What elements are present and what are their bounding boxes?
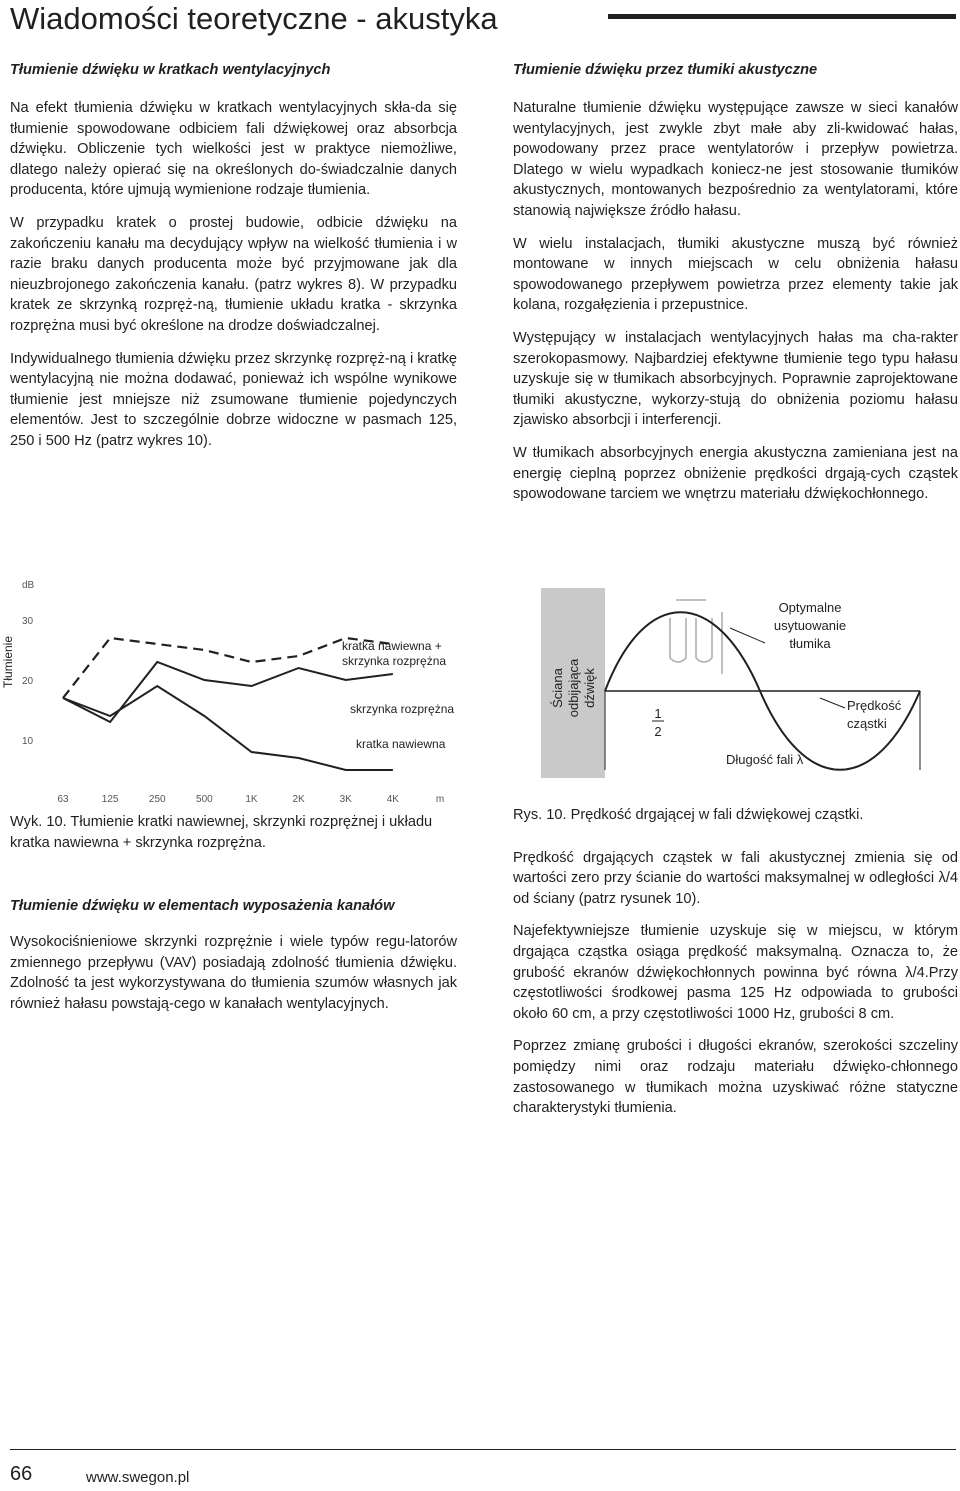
series-label: skrzynka rozprężna [350, 702, 455, 716]
paragraph: W wielu instalacjach, tłumiki akustyczne muszą być również montowane w innych miejscach w celu obniżenia hałasu spowodowanego przepływem powietrza przez elementy takie jak kolana, rozgałęzienia i przepustnice. [513, 235, 958, 314]
section-silencers [513, 60, 958, 517]
x-tick-label: m [435, 794, 445, 805]
paragraph: Najefektywniejsze tłumienie uzyskuje się w miejscu, w którym drgająca cząstka osiąga prędkość maksymalną. Oznacza to, że grubość ekranów dźwiękochłonnych powinna być równa λ/4.Przy częstotliwości środkowej pasma 125 Hz odpowiada to grubości około 60 cm, a przy częstotliwości 1000 Hz, grubości 8 cm. [513, 923, 958, 1022]
paragraph: Prędkość drgających cząstek w fali akustycznej zmienia się od wartości zero przy ścianie do wartości maksymalnej w odległości λ/4 od ściany (patrz rysunek 10). [513, 849, 958, 907]
paragraph: Naturalne tłumienie dźwięku występujące zawsze w sieci kanałów wentylacyjnych, jest zwykle zbyt małe aby zli-kwidować hałas, powodowany przez prace wentylatorów i przepływ powietrza. Dlatego w wielu wypadkach koniecz-ne jest stosowanie tłumików akustycznych, montowanych bezpośrednio za wentylatorami, które stanowią największe źródło hałasu. [513, 100, 958, 219]
y-axis-unit: dB [22, 580, 35, 591]
silencer-screens [670, 600, 722, 674]
x-tick-label: 125 [101, 794, 119, 805]
section-heading: Tłumienie dźwięku w kratkach wentylacyjnych [10, 62, 331, 78]
y-tick-label: 20 [22, 676, 34, 687]
website-url: www.swegon.pl [86, 1469, 190, 1486]
x-tick-label: 250 [148, 794, 166, 805]
section-heading: Tłumienie dźwięku w elementach wyposażenia kanałów [10, 898, 395, 914]
section-duct-equipment [10, 932, 457, 1026]
wavelength-label: Długość fali λ [726, 752, 804, 767]
series-label: kratka nawiewna [356, 737, 446, 751]
x-tick-label: 63 [57, 794, 69, 805]
series-line [63, 662, 393, 722]
half-numerator: 1 [654, 706, 662, 721]
x-tick-label: 3K [339, 794, 352, 805]
y-tick-label: 10 [22, 736, 34, 747]
x-tick-label: 4K [386, 794, 399, 805]
series-line [63, 686, 393, 770]
section-grille-attenuation [10, 60, 457, 464]
attenuation-chart [0, 570, 500, 810]
optimal-label-line3: tłumika [789, 636, 831, 651]
x-tick-label: 1K [245, 794, 258, 805]
particle-velocity-figure [510, 588, 960, 780]
velocity-label-line2: cząstki [847, 716, 887, 731]
chart-caption-block [10, 812, 457, 853]
velocity-arrow [820, 698, 845, 708]
optimal-label-line2: usytuowanie [773, 618, 847, 633]
series-label: skrzynka rozprężna [342, 654, 447, 668]
title-rule [608, 14, 956, 19]
chart-caption: Wyk. 10. Tłumienie kratki nawiewnej, skrzynki rozprężnej i układu kratka nawiewna + skrzynka rozprężna. [10, 814, 433, 851]
x-tick-label: 2K [292, 794, 305, 805]
figure-caption: Rys. 10. Prędkość drgającej w fali dźwiękowej cząstki. [513, 807, 864, 823]
y-axis-label: Tłumienie [1, 635, 15, 689]
section-heading: Tłumienie dźwięku przez tłumiki akustyczne [513, 62, 818, 78]
paragraph: W tłumikach absorbcyjnych energia akustyczna zamieniana jest na energię cieplną poprzez obniżenie prędkości drgają-cych cząstek spowodowane tarciem we wnętrzu materiału dźwiękochłonnego. [513, 444, 958, 503]
paragraph: Wysokociśnieniowe skrzynki rozprężnie i wiele typów regu-latorów zmiennego przepływu (VAV) posiadają zdolność tłumienia dźwięku. Zdolność ta jest wykorzystywana do tłumienia szumów własnych jak również hałasu powstają-cego w kanałach wentylacyjnych. [10, 934, 457, 1012]
series-label: kratka nawiewna + [342, 639, 442, 653]
wall-label-line1: Ściana [550, 668, 565, 708]
y-tick-label: 30 [22, 616, 34, 627]
paragraph: Poprzez zmianę grubości i długości ekranów, szerokości szczeliny pomiędzy nimi oraz rodzaju materiału dźwięko-chłonnego zastosowanego w tłumikach można uzyskiwać różne statyczne charakterystyki tłumienia. [513, 1038, 958, 1117]
page-number: 66 [10, 1463, 33, 1485]
section-particle-velocity [513, 805, 958, 1131]
section-duct-equipment-heading [10, 896, 457, 916]
half-denominator: 2 [654, 724, 662, 739]
paragraph: Indywidualnego tłumienia dźwięku przez skrzynkę rozpręż-ną i kratkę wentylacyjną nie można dodawać, ponieważ ich wspólne wynikowe tłumienie jest mniejsze niż zsumowane tłumienie pojedynczych elementów. Jest to szczególnie dobrze widoczne w pasmach 125, 250 i 500 Hz (patrz wykres 10). [10, 350, 457, 449]
page-title: Wiadomości teoretyczne - akustyka [10, 1, 498, 36]
footer-rule [10, 1449, 956, 1450]
paragraph: Występujący w instalacjach wentylacyjnych hałas ma cha-rakter szerokopasmowy. Najbardziej efektywne tłumienie tego typu hałasu uzyskuje się w tłumikach absorbcyjnych. Poprawnie zaprojektowane tłumiki akustyczne, wykorzy-stują do obniżenia poziomu hałasu zjawisko absorbcji i interferencji. [513, 329, 958, 429]
paragraph: W przypadku kratek o prostej budowie, odbicie dźwięku na zakończeniu kanału ma decydujący wpływ na wielkość tłumienia i w razie braku danych producenta może być przyjmowane jak dla nieuzbrojonego zakończenia kanału. (patrz wykres 8). W przypadku kratek ze skrzynką rozpręż-ną, tłumienie układu kratka - skrzynka rozprężna musi być określone na drodze doświadczalnej. [10, 214, 457, 334]
velocity-label-line1: Prędkość [847, 698, 902, 713]
x-tick-label: 500 [196, 794, 213, 805]
optimal-label-line1: Optymalne [778, 600, 842, 615]
paragraph: Na efekt tłumienia dźwięku w kratkach wentylacyjnych skła-da się tłumienie spowodowane odbiciem fali dźwiękowej oraz absorbcja dźwięku. Obliczenie tych wielkości jest w praktyce niemożliwe, dlatego należy opierać się na określonych do-świadczalnie danych producenta, które ujmują wymienione rodzaje tłumienia. [10, 100, 457, 199]
optimal-arrow [730, 628, 765, 643]
wall-label-line2: odbijająca [566, 658, 581, 718]
wall-label-line3: dźwięk [582, 668, 597, 708]
